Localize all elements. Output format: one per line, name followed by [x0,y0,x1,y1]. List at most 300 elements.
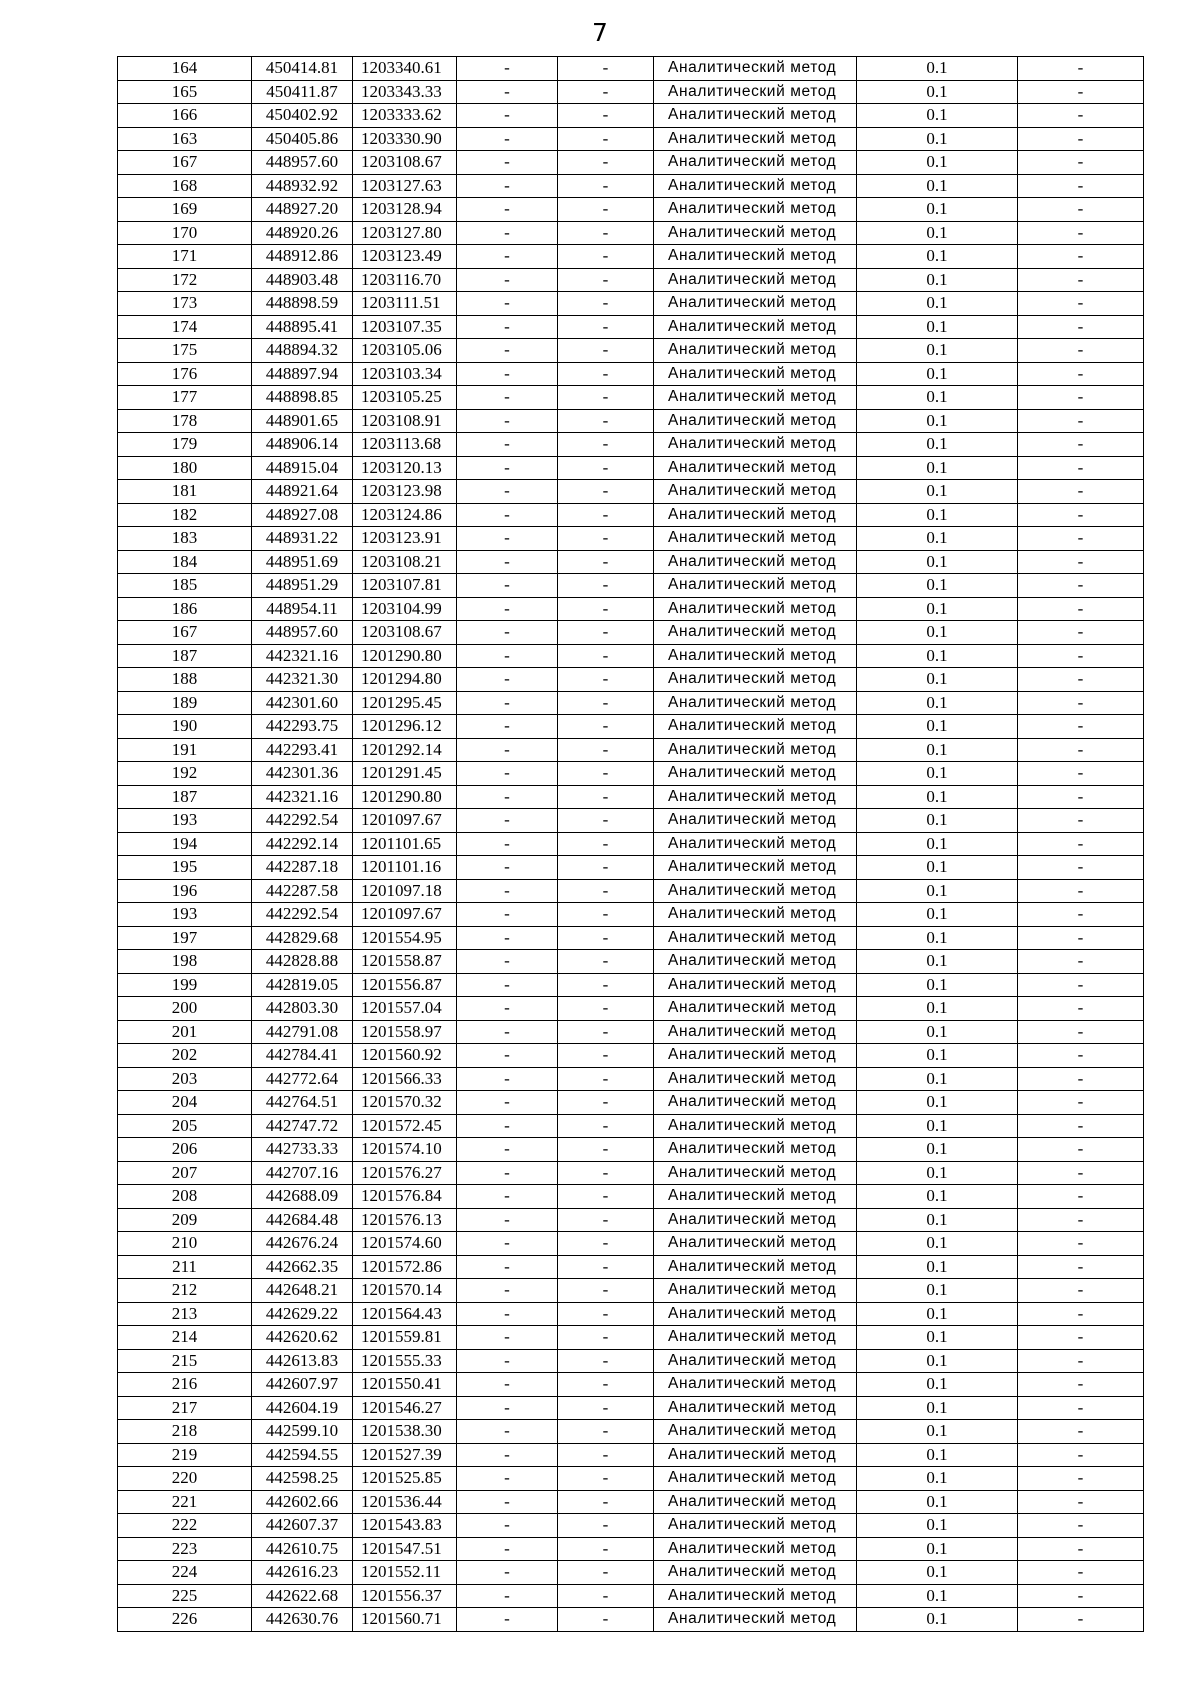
point-number-cell: 170 [118,221,252,245]
empty-cell-c: - [1018,292,1144,316]
accuracy-cell: 0.1 [857,174,1018,198]
method-cell: Аналитический метод [654,1091,857,1115]
empty-cell-b: - [558,903,654,927]
method-cell: Аналитический метод [654,339,857,363]
empty-cell-a: - [457,57,558,81]
empty-cell-a: - [457,151,558,175]
x-coordinate-cell: 448920.26 [252,221,353,245]
x-coordinate-cell: 442630.76 [252,1608,353,1632]
empty-cell-a: - [457,315,558,339]
table-row [118,174,1144,198]
table-row [118,1044,1144,1068]
x-coordinate-cell: 448898.85 [252,386,353,410]
empty-cell-b: - [558,527,654,551]
empty-cell-a: - [457,1537,558,1561]
x-coordinate-cell: 448932.92 [252,174,353,198]
table-row [118,386,1144,410]
empty-cell-b: - [558,1467,654,1491]
method-cell: Аналитический метод [654,762,857,786]
point-number-cell: 193 [118,809,252,833]
y-coordinate-cell: 1201101.16 [353,856,457,880]
empty-cell-a: - [457,1443,558,1467]
table-row [118,1584,1144,1608]
empty-cell-c: - [1018,785,1144,809]
y-coordinate-cell: 1203108.21 [353,550,457,574]
point-number-cell: 210 [118,1232,252,1256]
method-cell: Аналитический метод [654,1608,857,1632]
empty-cell-b: - [558,950,654,974]
x-coordinate-cell: 442747.72 [252,1114,353,1138]
table-row [118,1255,1144,1279]
method-cell: Аналитический метод [654,856,857,880]
point-number-cell: 201 [118,1020,252,1044]
method-cell: Аналитический метод [654,221,857,245]
empty-cell-a: - [457,691,558,715]
table-row [118,1514,1144,1538]
x-coordinate-cell: 442292.54 [252,809,353,833]
point-number-cell: 172 [118,268,252,292]
empty-cell-a: - [457,268,558,292]
x-coordinate-cell: 448927.20 [252,198,353,222]
method-cell: Аналитический метод [654,1561,857,1585]
y-coordinate-cell: 1201101.65 [353,832,457,856]
method-cell: Аналитический метод [654,362,857,386]
accuracy-cell: 0.1 [857,1161,1018,1185]
empty-cell-a: - [457,1208,558,1232]
x-coordinate-cell: 442599.10 [252,1420,353,1444]
accuracy-cell: 0.1 [857,1514,1018,1538]
x-coordinate-cell: 442676.24 [252,1232,353,1256]
empty-cell-c: - [1018,879,1144,903]
accuracy-cell: 0.1 [857,856,1018,880]
table-row [118,80,1144,104]
x-coordinate-cell: 448931.22 [252,527,353,551]
point-number-cell: 188 [118,668,252,692]
x-coordinate-cell: 442622.68 [252,1584,353,1608]
table-row [118,691,1144,715]
table-row [118,644,1144,668]
empty-cell-a: - [457,1020,558,1044]
empty-cell-b: - [558,1373,654,1397]
empty-cell-b: - [558,1279,654,1303]
accuracy-cell: 0.1 [857,315,1018,339]
y-coordinate-cell: 1203123.91 [353,527,457,551]
accuracy-cell: 0.1 [857,715,1018,739]
x-coordinate-cell: 442602.66 [252,1490,353,1514]
x-coordinate-cell: 442301.60 [252,691,353,715]
empty-cell-b: - [558,1420,654,1444]
empty-cell-c: - [1018,80,1144,104]
table-row [118,151,1144,175]
empty-cell-c: - [1018,1091,1144,1115]
point-number-cell: 195 [118,856,252,880]
y-coordinate-cell: 1201294.80 [353,668,457,692]
x-coordinate-cell: 448951.29 [252,574,353,598]
accuracy-cell: 0.1 [857,1420,1018,1444]
empty-cell-c: - [1018,1114,1144,1138]
table-row [118,339,1144,363]
empty-cell-a: - [457,1067,558,1091]
empty-cell-c: - [1018,832,1144,856]
empty-cell-b: - [558,1208,654,1232]
point-number-cell: 163 [118,127,252,151]
point-number-cell: 167 [118,151,252,175]
empty-cell-c: - [1018,456,1144,480]
x-coordinate-cell: 442764.51 [252,1091,353,1115]
y-coordinate-cell: 1201555.33 [353,1349,457,1373]
x-coordinate-cell: 448894.32 [252,339,353,363]
accuracy-cell: 0.1 [857,1349,1018,1373]
empty-cell-c: - [1018,1255,1144,1279]
x-coordinate-cell: 442684.48 [252,1208,353,1232]
empty-cell-c: - [1018,1514,1144,1538]
empty-cell-b: - [558,1537,654,1561]
empty-cell-a: - [457,127,558,151]
empty-cell-a: - [457,433,558,457]
empty-cell-c: - [1018,268,1144,292]
point-number-cell: 175 [118,339,252,363]
table-row [118,198,1144,222]
y-coordinate-cell: 1201570.32 [353,1091,457,1115]
accuracy-cell: 0.1 [857,574,1018,598]
accuracy-cell: 0.1 [857,433,1018,457]
y-coordinate-cell: 1203107.81 [353,574,457,598]
accuracy-cell: 0.1 [857,1537,1018,1561]
accuracy-cell: 0.1 [857,1467,1018,1491]
empty-cell-a: - [457,809,558,833]
point-number-cell: 216 [118,1373,252,1397]
x-coordinate-cell: 448901.65 [252,409,353,433]
table-row [118,574,1144,598]
empty-cell-a: - [457,550,558,574]
y-coordinate-cell: 1201552.11 [353,1561,457,1585]
table-row [118,1091,1144,1115]
empty-cell-c: - [1018,1208,1144,1232]
x-coordinate-cell: 448957.60 [252,621,353,645]
accuracy-cell: 0.1 [857,1232,1018,1256]
empty-cell-c: - [1018,221,1144,245]
table-row [118,433,1144,457]
accuracy-cell: 0.1 [857,503,1018,527]
y-coordinate-cell: 1201572.45 [353,1114,457,1138]
empty-cell-c: - [1018,691,1144,715]
point-number-cell: 214 [118,1326,252,1350]
x-coordinate-cell: 442688.09 [252,1185,353,1209]
y-coordinate-cell: 1203108.67 [353,621,457,645]
empty-cell-c: - [1018,104,1144,128]
method-cell: Аналитический метод [654,1537,857,1561]
empty-cell-a: - [457,997,558,1021]
empty-cell-a: - [457,1373,558,1397]
empty-cell-b: - [558,856,654,880]
empty-cell-a: - [457,903,558,927]
y-coordinate-cell: 1201538.30 [353,1420,457,1444]
empty-cell-b: - [558,1255,654,1279]
point-number-cell: 222 [118,1514,252,1538]
accuracy-cell: 0.1 [857,527,1018,551]
table-row [118,550,1144,574]
empty-cell-c: - [1018,1161,1144,1185]
empty-cell-a: - [457,715,558,739]
empty-cell-a: - [457,221,558,245]
accuracy-cell: 0.1 [857,1326,1018,1350]
empty-cell-c: - [1018,127,1144,151]
empty-cell-c: - [1018,409,1144,433]
method-cell: Аналитический метод [654,1302,857,1326]
y-coordinate-cell: 1201536.44 [353,1490,457,1514]
point-number-cell: 166 [118,104,252,128]
empty-cell-b: - [558,1302,654,1326]
method-cell: Аналитический метод [654,1349,857,1373]
method-cell: Аналитический метод [654,1067,857,1091]
empty-cell-a: - [457,644,558,668]
empty-cell-a: - [457,1114,558,1138]
empty-cell-b: - [558,1349,654,1373]
empty-cell-b: - [558,221,654,245]
empty-cell-a: - [457,1420,558,1444]
x-coordinate-cell: 442828.88 [252,950,353,974]
point-number-cell: 176 [118,362,252,386]
y-coordinate-cell: 1201576.13 [353,1208,457,1232]
empty-cell-c: - [1018,386,1144,410]
empty-cell-b: - [558,1161,654,1185]
empty-cell-a: - [457,1467,558,1491]
table-row [118,1138,1144,1162]
accuracy-cell: 0.1 [857,1044,1018,1068]
accuracy-cell: 0.1 [857,1185,1018,1209]
point-number-cell: 190 [118,715,252,739]
x-coordinate-cell: 448927.08 [252,503,353,527]
table-row [118,973,1144,997]
x-coordinate-cell: 448903.48 [252,268,353,292]
table-body [118,57,1144,1632]
method-cell: Аналитический метод [654,245,857,269]
empty-cell-c: - [1018,174,1144,198]
method-cell: Аналитический метод [654,809,857,833]
empty-cell-b: - [558,1138,654,1162]
empty-cell-c: - [1018,1020,1144,1044]
accuracy-cell: 0.1 [857,1302,1018,1326]
empty-cell-a: - [457,621,558,645]
page-number: 7 [592,18,608,47]
empty-cell-b: - [558,738,654,762]
y-coordinate-cell: 1203124.86 [353,503,457,527]
point-number-cell: 194 [118,832,252,856]
x-coordinate-cell: 442604.19 [252,1396,353,1420]
empty-cell-b: - [558,1232,654,1256]
empty-cell-c: - [1018,1279,1144,1303]
accuracy-cell: 0.1 [857,198,1018,222]
method-cell: Аналитический метод [654,1420,857,1444]
x-coordinate-cell: 450414.81 [252,57,353,81]
table-row [118,1373,1144,1397]
empty-cell-b: - [558,1514,654,1538]
empty-cell-b: - [558,409,654,433]
accuracy-cell: 0.1 [857,456,1018,480]
empty-cell-c: - [1018,503,1144,527]
point-number-cell: 192 [118,762,252,786]
empty-cell-c: - [1018,57,1144,81]
method-cell: Аналитический метод [654,104,857,128]
method-cell: Аналитический метод [654,1279,857,1303]
empty-cell-a: - [457,785,558,809]
x-coordinate-cell: 450402.92 [252,104,353,128]
method-cell: Аналитический метод [654,973,857,997]
empty-cell-b: - [558,1443,654,1467]
empty-cell-b: - [558,997,654,1021]
empty-cell-b: - [558,926,654,950]
accuracy-cell: 0.1 [857,1443,1018,1467]
empty-cell-a: - [457,480,558,504]
y-coordinate-cell: 1203343.33 [353,80,457,104]
empty-cell-b: - [558,1326,654,1350]
empty-cell-a: - [457,856,558,880]
table-row [118,1279,1144,1303]
point-number-cell: 184 [118,550,252,574]
empty-cell-a: - [457,1514,558,1538]
y-coordinate-cell: 1201574.10 [353,1138,457,1162]
accuracy-cell: 0.1 [857,1208,1018,1232]
empty-cell-b: - [558,151,654,175]
empty-cell-b: - [558,879,654,903]
empty-cell-c: - [1018,1608,1144,1632]
empty-cell-b: - [558,762,654,786]
accuracy-cell: 0.1 [857,1490,1018,1514]
accuracy-cell: 0.1 [857,621,1018,645]
y-coordinate-cell: 1201574.60 [353,1232,457,1256]
empty-cell-a: - [457,1561,558,1585]
point-number-cell: 173 [118,292,252,316]
method-cell: Аналитический метод [654,480,857,504]
table-row [118,245,1144,269]
accuracy-cell: 0.1 [857,926,1018,950]
method-cell: Аналитический метод [654,621,857,645]
method-cell: Аналитический метод [654,1020,857,1044]
accuracy-cell: 0.1 [857,1138,1018,1162]
empty-cell-c: - [1018,245,1144,269]
empty-cell-b: - [558,1114,654,1138]
empty-cell-a: - [457,668,558,692]
y-coordinate-cell: 1201290.80 [353,785,457,809]
table-row [118,104,1144,128]
x-coordinate-cell: 448954.11 [252,597,353,621]
y-coordinate-cell: 1201543.83 [353,1514,457,1538]
method-cell: Аналитический метод [654,174,857,198]
table-row [118,1349,1144,1373]
method-cell: Аналитический метод [654,1373,857,1397]
x-coordinate-cell: 442829.68 [252,926,353,950]
point-number-cell: 177 [118,386,252,410]
method-cell: Аналитический метод [654,785,857,809]
empty-cell-a: - [457,1326,558,1350]
x-coordinate-cell: 442620.62 [252,1326,353,1350]
x-coordinate-cell: 442772.64 [252,1067,353,1091]
y-coordinate-cell: 1203108.67 [353,151,457,175]
y-coordinate-cell: 1201546.27 [353,1396,457,1420]
method-cell: Аналитический метод [654,1490,857,1514]
accuracy-cell: 0.1 [857,903,1018,927]
x-coordinate-cell: 442610.75 [252,1537,353,1561]
method-cell: Аналитический метод [654,644,857,668]
empty-cell-c: - [1018,1349,1144,1373]
table-row [118,1561,1144,1585]
empty-cell-a: - [457,1302,558,1326]
y-coordinate-cell: 1201097.18 [353,879,457,903]
accuracy-cell: 0.1 [857,973,1018,997]
empty-cell-b: - [558,433,654,457]
table-row [118,362,1144,386]
empty-cell-a: - [457,174,558,198]
y-coordinate-cell: 1201566.33 [353,1067,457,1091]
accuracy-cell: 0.1 [857,809,1018,833]
x-coordinate-cell: 442292.54 [252,903,353,927]
accuracy-cell: 0.1 [857,292,1018,316]
empty-cell-a: - [457,527,558,551]
empty-cell-a: - [457,738,558,762]
method-cell: Аналитический метод [654,832,857,856]
y-coordinate-cell: 1201554.95 [353,926,457,950]
y-coordinate-cell: 1203103.34 [353,362,457,386]
empty-cell-a: - [457,80,558,104]
point-number-cell: 207 [118,1161,252,1185]
y-coordinate-cell: 1203330.90 [353,127,457,151]
x-coordinate-cell: 442287.58 [252,879,353,903]
empty-cell-c: - [1018,1490,1144,1514]
point-number-cell: 200 [118,997,252,1021]
table-row [118,856,1144,880]
x-coordinate-cell: 448951.69 [252,550,353,574]
point-number-cell: 221 [118,1490,252,1514]
accuracy-cell: 0.1 [857,785,1018,809]
empty-cell-b: - [558,973,654,997]
accuracy-cell: 0.1 [857,1373,1018,1397]
x-coordinate-cell: 442301.36 [252,762,353,786]
point-number-cell: 164 [118,57,252,81]
accuracy-cell: 0.1 [857,339,1018,363]
table-row [118,1302,1144,1326]
point-number-cell: 204 [118,1091,252,1115]
accuracy-cell: 0.1 [857,832,1018,856]
accuracy-cell: 0.1 [857,597,1018,621]
empty-cell-a: - [457,456,558,480]
table-row [118,1067,1144,1091]
y-coordinate-cell: 1201556.37 [353,1584,457,1608]
empty-cell-c: - [1018,550,1144,574]
empty-cell-c: - [1018,1067,1144,1091]
table-row [118,1208,1144,1232]
empty-cell-c: - [1018,1138,1144,1162]
y-coordinate-cell: 1201550.41 [353,1373,457,1397]
empty-cell-c: - [1018,1185,1144,1209]
y-coordinate-cell: 1203107.35 [353,315,457,339]
x-coordinate-cell: 442607.97 [252,1373,353,1397]
accuracy-cell: 0.1 [857,997,1018,1021]
x-coordinate-cell: 442293.41 [252,738,353,762]
x-coordinate-cell: 442733.33 [252,1138,353,1162]
y-coordinate-cell: 1201557.04 [353,997,457,1021]
empty-cell-c: - [1018,433,1144,457]
y-coordinate-cell: 1201572.86 [353,1255,457,1279]
table-row [118,1467,1144,1491]
empty-cell-b: - [558,1584,654,1608]
accuracy-cell: 0.1 [857,151,1018,175]
y-coordinate-cell: 1201559.81 [353,1326,457,1350]
x-coordinate-cell: 442648.21 [252,1279,353,1303]
empty-cell-a: - [457,950,558,974]
empty-cell-c: - [1018,903,1144,927]
point-number-cell: 171 [118,245,252,269]
y-coordinate-cell: 1201097.67 [353,809,457,833]
